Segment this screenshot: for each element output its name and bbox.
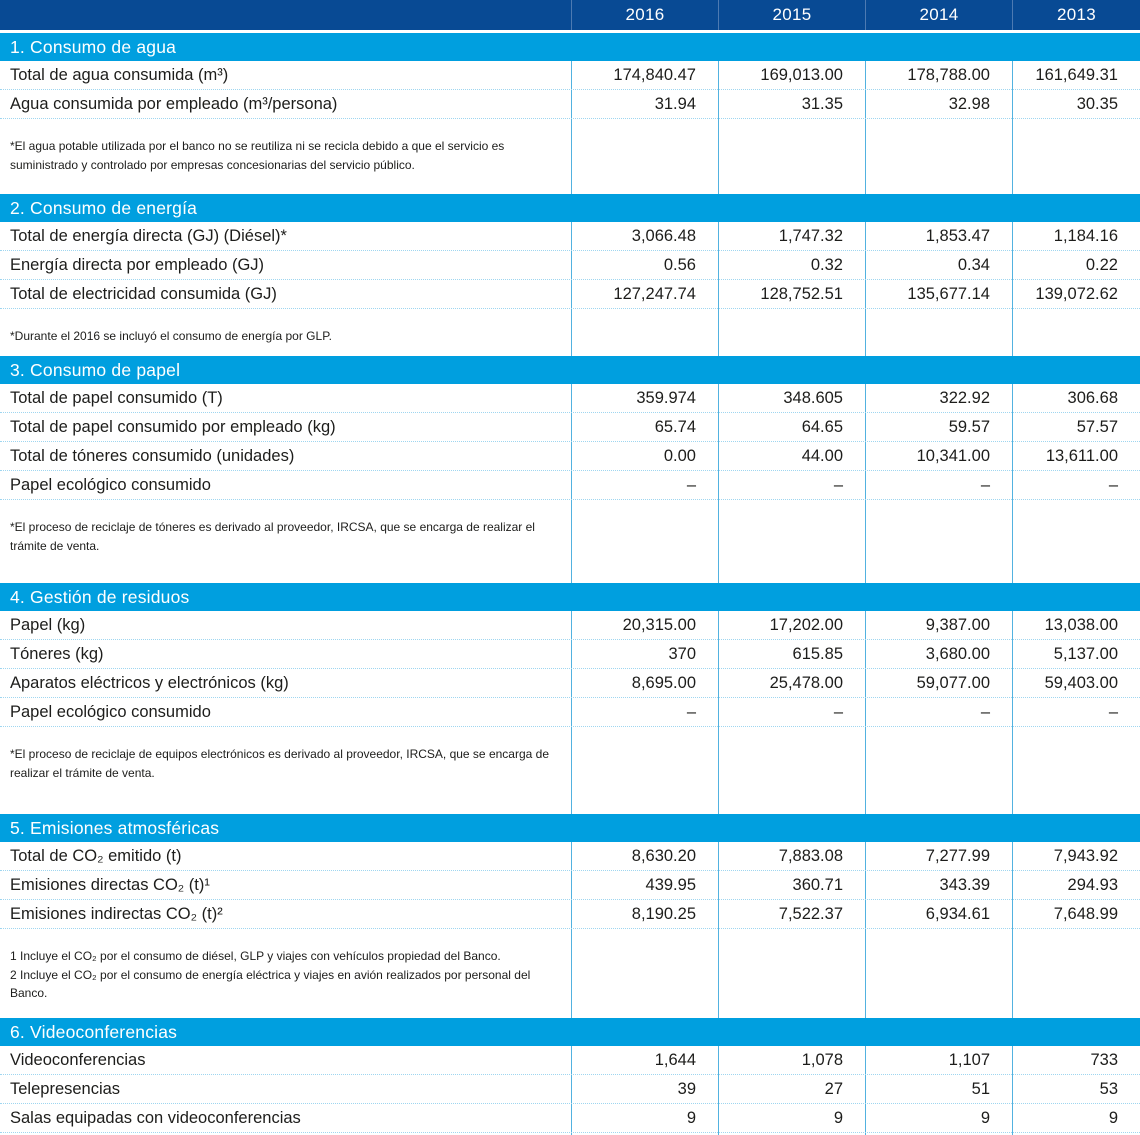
section-title: 4. Gestión de residuos (10, 587, 190, 607)
section-title: 2. Consumo de energía (10, 198, 198, 218)
value-cell: 294.93 (1067, 875, 1118, 894)
value-cell: 1,078 (801, 1050, 843, 1069)
row-label: Papel (kg) (10, 615, 86, 634)
value-cell: 27 (824, 1079, 843, 1098)
table-row (0, 842, 1140, 871)
value-cell: 0.32 (810, 255, 843, 274)
section-content (0, 384, 1140, 583)
value-cell: 3,066.48 (631, 226, 696, 245)
value-cell: 306.68 (1067, 388, 1118, 407)
value-cell: – (686, 475, 696, 494)
value-cell: – (833, 702, 843, 721)
row-label: Tóneres (kg) (10, 644, 104, 663)
value-cell: 7,883.08 (778, 846, 843, 865)
value-cell: 59,403.00 (1044, 673, 1118, 692)
section-title: 3. Consumo de papel (10, 360, 181, 380)
value-cell: 51 (971, 1079, 990, 1098)
row-label: Total de agua consumida (m³) (10, 65, 229, 84)
value-cell: 439.95 (645, 875, 696, 894)
value-cell: 59.57 (948, 417, 990, 436)
value-cell: 31.94 (654, 94, 696, 113)
value-cell: 3,680.00 (925, 644, 990, 663)
row-label: Total de CO₂ emitido (t) (10, 846, 182, 865)
value-cell: 0.22 (1085, 255, 1118, 274)
table-row (0, 698, 1140, 727)
value-cell: 0.56 (663, 255, 696, 274)
value-cell: 32.98 (948, 94, 990, 113)
value-cell: 1,644 (654, 1050, 696, 1069)
year-header-row (0, 0, 1140, 30)
value-cell: 9,387.00 (925, 615, 990, 634)
table-row (0, 442, 1140, 471)
value-cell: 0.34 (957, 255, 990, 274)
value-cell: 31.35 (801, 94, 843, 113)
table-row (0, 871, 1140, 900)
value-cell: 44.00 (801, 446, 843, 465)
value-cell: – (833, 475, 843, 494)
value-cell: 0.00 (663, 446, 696, 465)
value-cell: 7,277.99 (925, 846, 990, 865)
section-header-bar (0, 356, 1140, 384)
value-cell: 9 (686, 1108, 696, 1127)
row-label: Total de papel consumido (T) (10, 388, 223, 407)
row-label: Telepresencias (10, 1079, 121, 1098)
table-row (0, 900, 1140, 929)
table-row (0, 280, 1140, 309)
row-label: Videoconferencias (10, 1050, 146, 1069)
value-cell: – (1108, 702, 1118, 721)
row-label: Total de papel consumido por empleado (kg) (10, 417, 336, 436)
year-header-spacer (0, 0, 571, 30)
value-cell: 13,611.00 (1045, 446, 1118, 465)
row-label: Energía directa por empleado (GJ) (10, 255, 265, 274)
value-cell: 8,630.20 (631, 846, 696, 865)
section-rows (0, 61, 1140, 119)
footnote: 1 Incluye el CO₂ por el consumo de diésel, GLP y viajes con vehículos propiedad del Banco. (10, 949, 501, 963)
row-label: Agua consumida por empleado (m³/persona) (10, 94, 338, 113)
section-content (0, 61, 1140, 194)
section-rows (0, 222, 1140, 309)
footnote: *Durante el 2016 se incluyó el consumo de energía por GLP. (10, 329, 332, 343)
table-row (0, 640, 1140, 669)
table-row (0, 1104, 1140, 1133)
value-cell: 7,648.99 (1053, 904, 1118, 923)
value-cell: 169,013.00 (760, 65, 843, 84)
value-cell: 20,315.00 (622, 615, 696, 634)
table-section (0, 356, 1140, 583)
table-section (0, 33, 1140, 194)
value-cell: 322.92 (939, 388, 990, 407)
section-footnotes (0, 947, 560, 1003)
table-row (0, 413, 1140, 442)
value-cell: 161,649.31 (1035, 65, 1118, 84)
section-header-bar (0, 194, 1140, 222)
value-cell: 25,478.00 (769, 673, 843, 692)
value-cell: 370 (668, 644, 696, 663)
table-section (0, 814, 1140, 1018)
row-label: Total de electricidad consumida (GJ) (10, 284, 277, 303)
section-footnotes (0, 518, 560, 555)
value-cell: 9 (980, 1108, 990, 1127)
table-section (0, 1018, 1140, 1135)
section-content (0, 842, 1140, 1018)
table-row (0, 471, 1140, 500)
section-header-bar (0, 814, 1140, 842)
section-footnotes (0, 745, 560, 782)
section-rows (0, 611, 1140, 727)
table-row (0, 669, 1140, 698)
row-label: Aparatos eléctricos y electrónicos (kg) (10, 673, 289, 692)
value-cell: 139,072.62 (1035, 284, 1118, 303)
value-cell: 1,107 (948, 1050, 990, 1069)
row-label: Total de tóneres consumido (unidades) (10, 446, 295, 465)
section-footnotes (0, 137, 560, 174)
year-column-header: 2016 (571, 0, 718, 30)
value-cell: 10,341.00 (916, 446, 990, 465)
value-cell: 615.85 (792, 644, 843, 663)
value-cell: 348.605 (783, 388, 843, 407)
row-label: Salas equipadas con videoconferencias (10, 1108, 301, 1127)
value-cell: 17,202.00 (769, 615, 843, 634)
table-row (0, 61, 1140, 90)
value-cell: 7,943.92 (1053, 846, 1118, 865)
table-row (0, 384, 1140, 413)
section-rows (0, 1046, 1140, 1133)
table-section (0, 194, 1140, 356)
value-cell: 733 (1090, 1050, 1118, 1069)
row-label: Total de energía directa (GJ) (Diésel)* (10, 226, 287, 245)
footnote: *El proceso de reciclaje de tóneres es derivado al proveedor, IRCSA, que se encarga de realizar el trámite de venta. (10, 520, 535, 553)
value-cell: 8,190.25 (631, 904, 696, 923)
section-title: 6. Videoconferencias (10, 1022, 178, 1042)
value-cell: 7,522.37 (778, 904, 843, 923)
value-cell: 64.65 (801, 417, 843, 436)
value-cell: 178,788.00 (907, 65, 990, 84)
value-cell: 1,853.47 (925, 226, 990, 245)
section-rows (0, 384, 1140, 500)
table-row (0, 222, 1140, 251)
table-row (0, 90, 1140, 119)
value-cell: – (1108, 475, 1118, 494)
value-cell: 53 (1099, 1079, 1118, 1098)
section-title: 1. Consumo de agua (10, 37, 177, 57)
year-column-header: 2014 (865, 0, 1012, 30)
footnote: 2 Incluye el CO₂ por el consumo de energía eléctrica y viajes en avión realizados por personal del Banco. (10, 967, 531, 1001)
value-cell: – (686, 702, 696, 721)
value-cell: 343.39 (939, 875, 990, 894)
value-cell: 174,840.47 (613, 65, 696, 84)
table-row (0, 611, 1140, 640)
row-label: Emisiones indirectas CO₂ (t)² (10, 904, 223, 923)
value-cell: 30.35 (1076, 94, 1118, 113)
section-rows (0, 842, 1140, 929)
year-column-header: 2013 (1012, 0, 1140, 30)
value-cell: 359.974 (636, 388, 696, 407)
section-header-bar (0, 33, 1140, 61)
value-cell: 6,934.61 (925, 904, 990, 923)
section-footnotes (0, 327, 560, 346)
value-cell: 57.57 (1076, 417, 1118, 436)
section-header-bar (0, 1018, 1140, 1046)
value-cell: 5,137.00 (1053, 644, 1118, 663)
value-cell: 1,184.16 (1053, 226, 1118, 245)
footnote: *El proceso de reciclaje de equipos electrónicos es derivado al proveedor, IRCSA, que se encarga de realizar el trámite de venta. (10, 747, 549, 780)
table-section (0, 583, 1140, 814)
row-label: Emisiones directas CO₂ (t)¹ (10, 875, 210, 894)
section-content (0, 1046, 1140, 1135)
row-label: Papel ecológico consumido (10, 702, 211, 721)
table-sections (0, 33, 1140, 1135)
value-cell: 39 (677, 1079, 696, 1098)
value-cell: 128,752.51 (760, 284, 843, 303)
value-cell: – (980, 702, 990, 721)
value-cell: 59,077.00 (916, 673, 990, 692)
value-cell: 9 (1108, 1108, 1118, 1127)
table-row (0, 1075, 1140, 1104)
value-cell: 65.74 (654, 417, 696, 436)
row-label: Papel ecológico consumido (10, 475, 211, 494)
table-row (0, 251, 1140, 280)
value-cell: 360.71 (792, 875, 843, 894)
section-header-bar (0, 583, 1140, 611)
table-row (0, 1046, 1140, 1075)
value-cell: 135,677.14 (907, 284, 990, 303)
section-content (0, 611, 1140, 814)
value-cell: – (980, 475, 990, 494)
value-cell: 9 (833, 1108, 843, 1127)
section-title: 5. Emisiones atmosféricas (10, 818, 220, 838)
value-cell: 1,747.32 (778, 226, 843, 245)
value-cell: 8,695.00 (631, 673, 696, 692)
year-column-header: 2015 (718, 0, 865, 30)
section-content (0, 222, 1140, 356)
footnote: *El agua potable utilizada por el banco no se reutiliza ni se recicla debido a que el servicio es suministrado y controlado por empresas concesionarias del servicio público. (10, 139, 505, 172)
value-cell: 13,038.00 (1044, 615, 1118, 634)
value-cell: 127,247.74 (613, 284, 696, 303)
